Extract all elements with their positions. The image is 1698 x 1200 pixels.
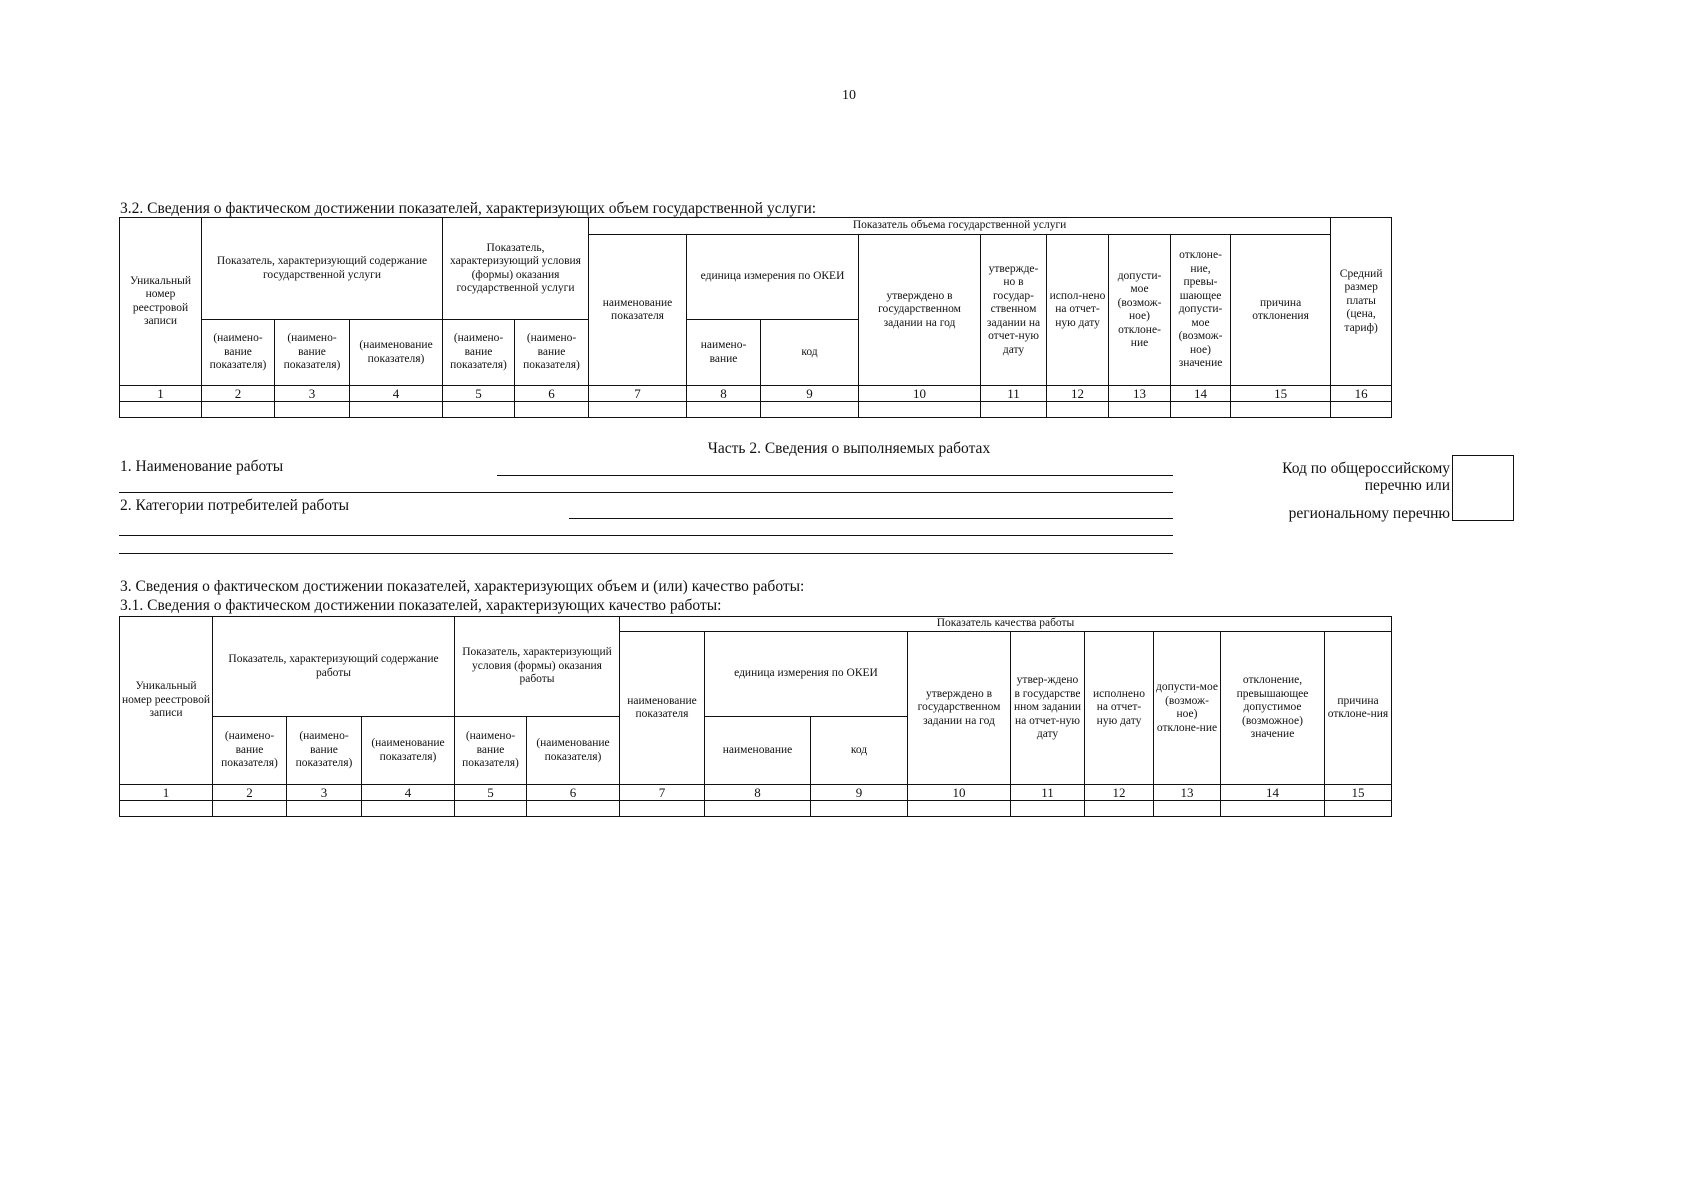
quality-table <box>119 616 1392 817</box>
col-allowed-deviation: допусти-мое (возмож-ное) отклоне-ние <box>1109 235 1171 386</box>
column-number: 12 <box>1085 785 1154 801</box>
table-cell[interactable] <box>981 402 1047 418</box>
table-cell[interactable] <box>1085 801 1154 817</box>
table-cell[interactable] <box>120 402 202 418</box>
column-number: 5 <box>455 785 527 801</box>
col-unit: единица измерения по ОКЕИ <box>687 235 859 320</box>
col-conditions-indicator: Показатель, характеризующий условия (формы) оказания работы <box>455 617 620 717</box>
column-number: 10 <box>908 785 1011 801</box>
col-approved-year: утверждено в государственном задании на год <box>908 632 1011 785</box>
column-number: 9 <box>811 785 908 801</box>
table-cell[interactable] <box>527 801 620 817</box>
table-cell[interactable] <box>1331 402 1392 418</box>
table-row <box>120 402 1392 418</box>
table-cell[interactable] <box>515 402 589 418</box>
page-number: 10 <box>842 88 856 103</box>
table-cell[interactable] <box>908 801 1011 817</box>
col-unit-name: наимено-вание <box>687 320 761 386</box>
col-quality-indicator: Показатель качества работы <box>620 617 1392 632</box>
col-exceeding-deviation: отклоне-ние, превы-шающее допусти-мое (возмож-ное) значение <box>1171 235 1231 386</box>
column-number: 3 <box>275 386 350 402</box>
table-cell[interactable] <box>202 402 275 418</box>
sub-indicator-name: (наимено-вание показателя) <box>213 717 287 785</box>
column-number: 12 <box>1047 386 1109 402</box>
column-number: 10 <box>859 386 981 402</box>
column-number: 8 <box>705 785 811 801</box>
sub-indicator-name: (наимено-вание показателя) <box>443 320 515 386</box>
table-cell[interactable] <box>1171 402 1231 418</box>
table-cell[interactable] <box>362 801 455 817</box>
column-number: 2 <box>213 785 287 801</box>
column-number: 2 <box>202 386 275 402</box>
table-cell[interactable] <box>761 402 859 418</box>
col-deviation-reason: причина отклоне-ния <box>1325 632 1392 785</box>
column-number: 7 <box>589 386 687 402</box>
sub-indicator-name: (наимено-вание показателя) <box>287 717 362 785</box>
consumers-line[interactable] <box>119 553 1173 554</box>
column-number: 11 <box>981 386 1047 402</box>
column-number: 7 <box>620 785 705 801</box>
table-row <box>120 801 1392 817</box>
col-indicator-name: наименование показателя <box>620 632 705 785</box>
table-cell[interactable] <box>120 801 213 817</box>
table-cell[interactable] <box>620 801 705 817</box>
table-cell[interactable] <box>287 801 362 817</box>
col-deviation-reason: причина отклонения <box>1231 235 1331 386</box>
column-number: 5 <box>443 386 515 402</box>
column-number: 6 <box>515 386 589 402</box>
col-unit-name: наименование <box>705 717 811 785</box>
column-number: 6 <box>527 785 620 801</box>
col-approved-date: утвер-ждено в государстве нном задании на отчет-ную дату <box>1011 632 1085 785</box>
section-3-1-title: 3.1. Сведения о фактическом достижении показателей, характеризующих качество работы: <box>120 597 722 614</box>
column-number: 14 <box>1221 785 1325 801</box>
table-cell[interactable] <box>811 801 908 817</box>
sub-indicator-name: (наименование показателя) <box>350 320 443 386</box>
col-content-indicator: Показатель, характеризующий содержание государственной услуги <box>202 218 443 320</box>
code-label <box>1140 460 1450 494</box>
column-number: 8 <box>687 386 761 402</box>
column-numbers-row <box>120 386 1392 402</box>
code-label-line: Код по общероссийскому <box>1282 460 1450 477</box>
col-unique-number: Уникальный номер реестровой записи <box>120 617 213 785</box>
table-cell[interactable] <box>213 801 287 817</box>
column-number: 1 <box>120 785 213 801</box>
table-cell[interactable] <box>1221 801 1325 817</box>
section-3-title: 3. Сведения о фактическом достижении показателей, характеризующих объем и (или) качество работы: <box>120 578 805 595</box>
col-approved-date: утвержде-но в государ-ственном задании на отчет-ную дату <box>981 235 1047 386</box>
table-cell[interactable] <box>705 801 811 817</box>
col-executed: исполнено на отчет-ную дату <box>1085 632 1154 785</box>
col-conditions-indicator: Показатель, характеризующий условия (формы) оказания государственной услуги <box>443 218 589 320</box>
table-cell[interactable] <box>1109 402 1171 418</box>
sub-indicator-name: (наименование показателя) <box>362 717 455 785</box>
table-cell[interactable] <box>1325 801 1392 817</box>
column-number: 13 <box>1154 785 1221 801</box>
col-unit-code: код <box>761 320 859 386</box>
table-cell[interactable] <box>1154 801 1221 817</box>
code-box[interactable] <box>1452 455 1514 521</box>
col-executed: испол-нено на отчет-ную дату <box>1047 235 1109 386</box>
column-number: 14 <box>1171 386 1231 402</box>
column-number: 4 <box>350 386 443 402</box>
column-number: 16 <box>1331 386 1392 402</box>
table-cell[interactable] <box>1011 801 1085 817</box>
sub-indicator-name: (наимено-вание показателя) <box>515 320 589 386</box>
table-cell[interactable] <box>589 402 687 418</box>
work-name-label: 1. Наименование работы <box>120 458 284 475</box>
col-exceeding-deviation: отклонение, превышающее допустимое (возможное) значение <box>1221 632 1325 785</box>
section-3-2-title: 3.2. Сведения о фактическом достижении показателей, характеризующих объем государственной услуги: <box>120 200 817 217</box>
table-cell[interactable] <box>455 801 527 817</box>
table-cell[interactable] <box>1047 402 1109 418</box>
volume-table <box>119 217 1392 418</box>
column-number: 13 <box>1109 386 1171 402</box>
code-label-line: перечню или <box>1364 477 1450 494</box>
col-unit: единица измерения по ОКЕИ <box>705 632 908 717</box>
part-2-title: Часть 2. Сведения о выполняемых работах <box>707 440 991 457</box>
work-name-line[interactable] <box>497 475 1173 476</box>
col-avg-fee: Средний размер платы (цена, тариф) <box>1331 218 1392 386</box>
column-number: 11 <box>1011 785 1085 801</box>
table-cell[interactable] <box>1231 402 1331 418</box>
consumers-label: 2. Категории потребителей работы <box>120 497 350 514</box>
sub-indicator-name: (наимено-вание показателя) <box>202 320 275 386</box>
col-approved-year: утверждено в государственном задании на год <box>859 235 981 386</box>
col-allowed-deviation: допусти-мое (возмож-ное) отклоне-ние <box>1154 632 1221 785</box>
column-number: 9 <box>761 386 859 402</box>
work-name-line[interactable] <box>119 492 1173 493</box>
consumers-line[interactable] <box>569 518 1173 519</box>
column-number: 15 <box>1231 386 1331 402</box>
column-number: 15 <box>1325 785 1392 801</box>
col-volume-indicator: Показатель объема государственной услуги <box>589 218 1331 235</box>
sub-indicator-name: (наименование показателя) <box>527 717 620 785</box>
column-number: 1 <box>120 386 202 402</box>
col-unit-code: код <box>811 717 908 785</box>
table-cell[interactable] <box>687 402 761 418</box>
table-cell[interactable] <box>859 402 981 418</box>
column-number: 3 <box>287 785 362 801</box>
table-cell[interactable] <box>443 402 515 418</box>
table-cell[interactable] <box>275 402 350 418</box>
table-cell[interactable] <box>350 402 443 418</box>
col-unique-number: Уникальный номер реестровой записи <box>120 218 202 386</box>
sub-indicator-name: (наимено-вание показателя) <box>275 320 350 386</box>
col-indicator-name: наименование показателя <box>589 235 687 386</box>
sub-indicator-name: (наимено-вание показателя) <box>455 717 527 785</box>
column-number: 4 <box>362 785 455 801</box>
column-numbers-row <box>120 785 1392 801</box>
code-label-line: региональному перечню <box>1288 505 1450 522</box>
consumers-line[interactable] <box>119 535 1173 536</box>
col-content-indicator: Показатель, характеризующий содержание работы <box>213 617 455 717</box>
